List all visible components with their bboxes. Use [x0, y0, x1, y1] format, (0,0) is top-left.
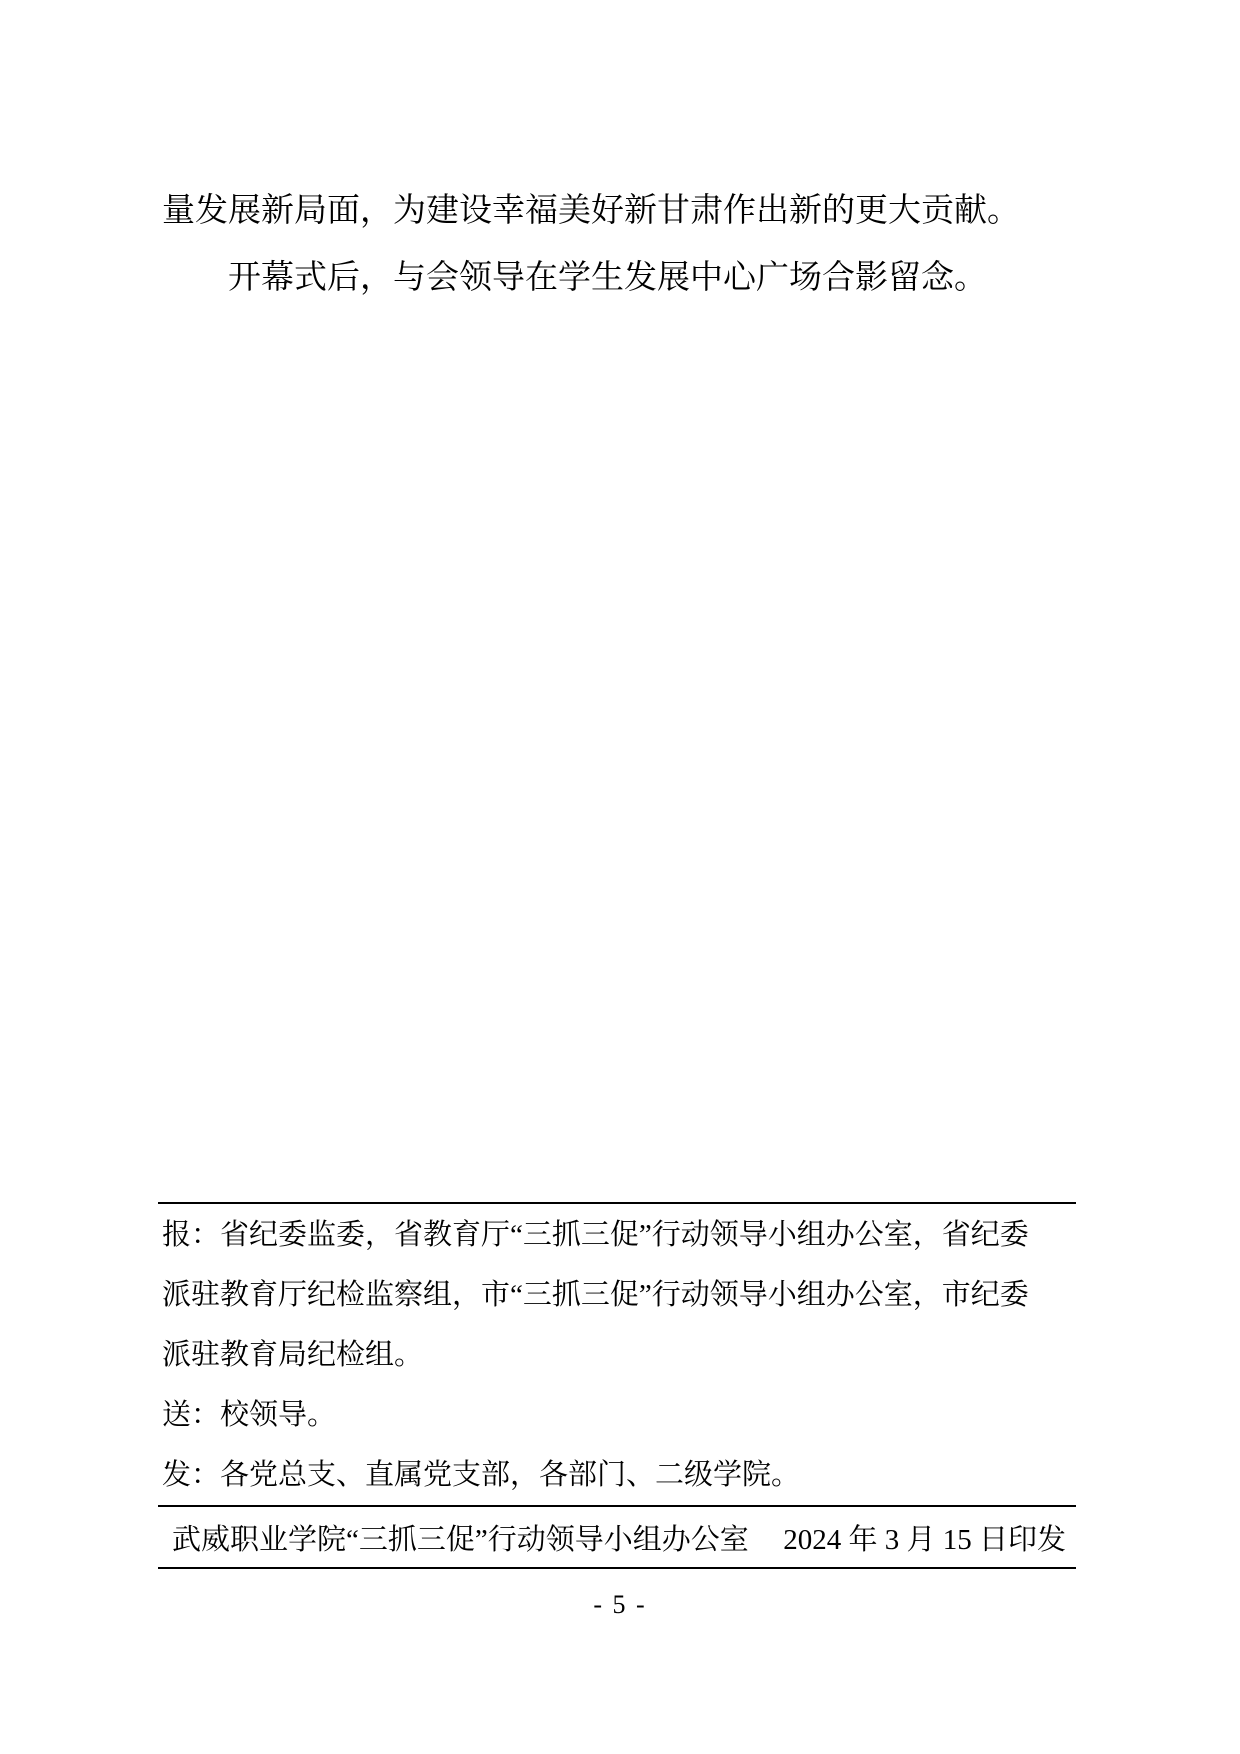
distribution-line-report-1: 报：省纪委监委，省教育厅“三抓三促”行动领导小组办公室，省纪委 — [162, 1219, 1029, 1251]
document-body — [162, 178, 1087, 312]
distribution-bottom-rule — [158, 1567, 1076, 1569]
body-paragraph-2: 开幕式后，与会领导在学生发展中心广场合影留念。 — [228, 260, 987, 296]
imprint-date: 2024 年 3 月 15 日印发 — [783, 1523, 1066, 1556]
imprint-issuer: 武威职业学院“三抓三促”行动领导小组办公室 — [172, 1523, 749, 1556]
distribution-line-report-2: 派驻教育厅纪检监察组，市“三抓三促”行动领导小组办公室，市纪委 — [162, 1279, 1029, 1311]
page-number: - 5 - — [593, 1590, 647, 1619]
distribution-line-issue: 发：各党总支、直属党支部，各部门、二级学院。 — [162, 1459, 801, 1491]
distribution-lines — [158, 1204, 1076, 1505]
distribution-block — [158, 1202, 1076, 1569]
distribution-line-send: 送：校领导。 — [162, 1399, 337, 1431]
body-paragraph-1: 量发展新局面，为建设幸福美好新甘肃作出新的更大贡献。 — [162, 193, 1020, 229]
distribution-line-report-3: 派驻教育局纪检组。 — [162, 1339, 424, 1371]
imprint-line — [158, 1507, 1076, 1567]
